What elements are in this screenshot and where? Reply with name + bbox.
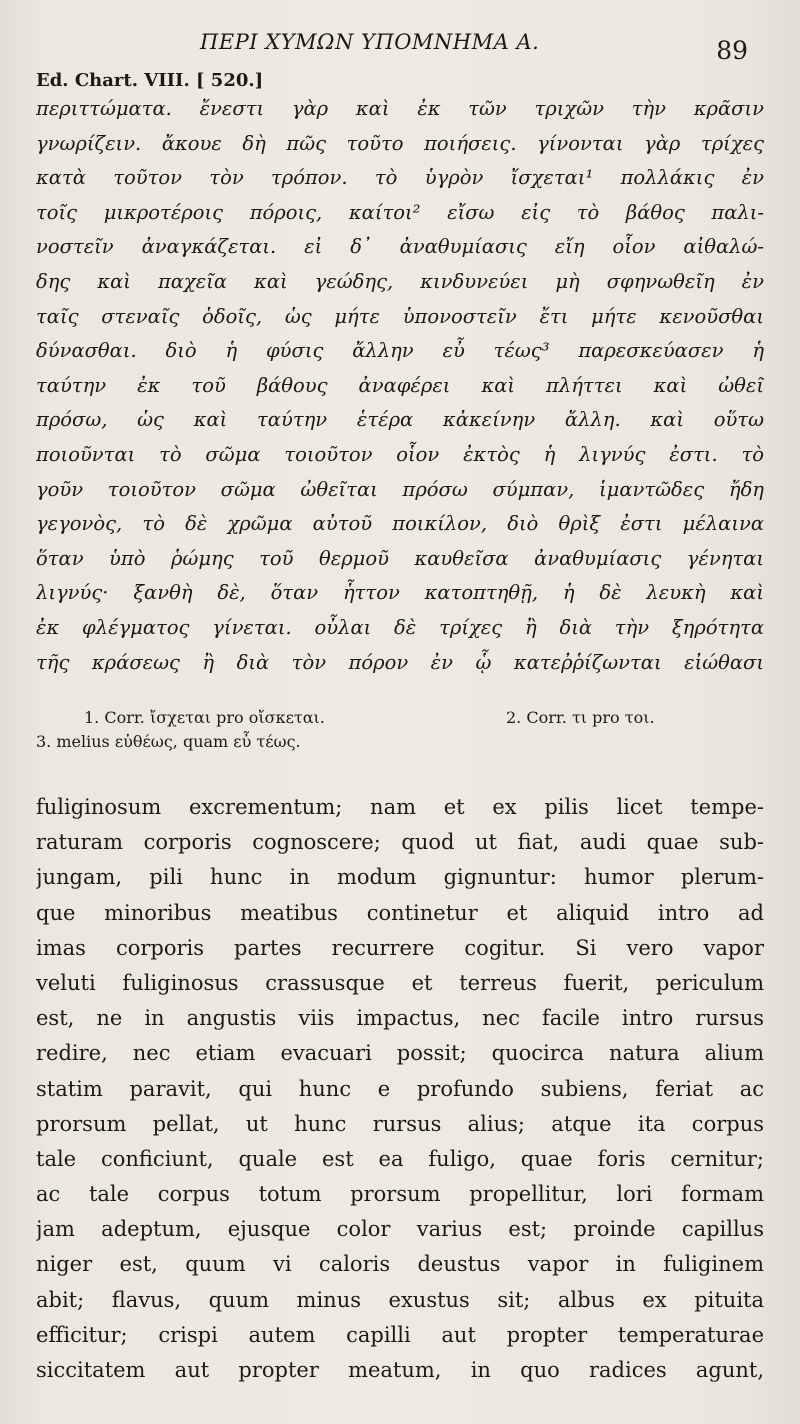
latin-line: statim paravit, qui hunc e profundo subiens, feriat ac <box>36 1076 764 1101</box>
greek-line: δύνασθαι. διὸ ἡ φύσις ἄλλην εὖ τέως³ παρεσκεύασεν ἡ <box>36 339 764 363</box>
latin-line: veluti fuliginosus crassusque et terreus fuerit, periculum <box>36 970 764 995</box>
greek-line: γεγονὸς, τὸ δὲ χρῶμα αὐτοῦ ποικίλον, διὸ θρὶξ ἐστι μέλαινα <box>36 512 764 536</box>
greek-line: ταύτην ἐκ τοῦ βάθους ἀναφέρει καὶ πλήττει καὶ ὠθεῖ <box>36 373 764 397</box>
edition-reference: Ed. Chart. VIII. [ 520.] <box>36 70 264 91</box>
running-title: ΠΕΡΙ ΧΥΜΩΝ ΥΠΟΜΝΗΜΑ Α. <box>200 30 540 54</box>
greek-line: κατὰ τοῦτον τὸν τρόπον. τὸ ὑγρὸν ἴσχεται¹ πολλάκις ἐν <box>36 166 764 190</box>
greek-line: τοῖς μικροτέροις πόροις, καίτοι² εἴσω εἰς τὸ βάθος παλι- <box>36 200 764 224</box>
greek-line: γνωρίζειν. ἄκουε δὴ πῶς τοῦτο ποιήσεις. γίνονται γὰρ τρίχες <box>36 131 764 155</box>
latin-line: que minoribus meatibus continetur et aliquid intro ad <box>36 900 764 925</box>
latin-line: redire, nec etiam evacuari possit; quocirca natura alium <box>36 1041 764 1066</box>
latin-line: jam adeptum, ejusque color varius est; proinde capillus <box>36 1217 764 1242</box>
greek-line: πρόσω, ὡς καὶ ταύτην ἑτέρα κἀκείνην ἄλλη. καὶ οὕτω <box>36 408 764 432</box>
page-number: 89 <box>716 36 748 65</box>
greek-line: νοστεῖν ἀναγκάζεται. εἰ δ᾽ ἀναθυμίασις εἴη οἷον αἰθαλώ- <box>36 235 764 259</box>
latin-line: prorsum pellat, ut hunc rursus alius; atque ita corpus <box>36 1111 764 1136</box>
footnote-row <box>36 730 764 754</box>
footnote-3: 3. melius εὐθέως, quam εὖ τέως. <box>36 732 301 751</box>
latin-line: raturam corporis cognoscere; quod ut fiat, audi quae sub- <box>36 830 764 855</box>
greek-line: περιττώματα. ἔνεστι γὰρ καὶ ἐκ τῶν τριχῶν τὴν κρᾶσιν <box>36 97 764 120</box>
greek-text-block <box>36 92 764 680</box>
latin-line: ac tale corpus totum prorsum propellitur, lori formam <box>36 1182 764 1207</box>
greek-line: τῆς κράσεως ἢ διὰ τὸν πόρον ἐν ᾧ κατεῤῥίζωνται εἰώθασι <box>36 650 764 674</box>
greek-line: ὅταν ὑπὸ ῥώμης τοῦ θερμοῦ καυθεῖσα ἀναθυμίασις γένηται <box>36 546 764 570</box>
latin-translation-block <box>36 790 764 1388</box>
greek-line: δης καὶ παχεῖα καὶ γεώδης, κινδυνεύει μὴ σφηνωθεῖη ἐν <box>36 269 764 293</box>
latin-line: tale conficiunt, quale est ea fuligo, quae foris cernitur; <box>36 1146 764 1171</box>
greek-line: ἐκ φλέγματος γίνεται. οὖλαι δὲ τρίχες ἢ διὰ τὴν ξηρότητα <box>36 615 764 639</box>
greek-line: ποιοῦνται τὸ σῶμα τοιοῦτον οἷον ἐκτὸς ἡ λιγνύς ἐστι. τὸ <box>36 442 764 466</box>
footnote-2: 2. Corr. τι pro τοι. <box>506 708 655 727</box>
latin-line: est, ne in angustis viis impactus, nec facile intro rursus <box>36 1006 764 1031</box>
page-header <box>0 30 800 65</box>
greek-line: γοῦν τοιοῦτον σῶμα ὠθεῖται πρόσω σύμπαν, ἱμαντῶδες ἤδη <box>36 477 764 501</box>
greek-line: ταῖς στεναῖς ὁδοῖς, ὡς μήτε ὑπονοστεῖν ἔτι μήτε κενοῦσθαι <box>36 304 764 328</box>
latin-line: abit; flavus, quum minus exustus sit; albus ex pituita <box>36 1287 764 1312</box>
latin-line: fuliginosum excrementum; nam et ex pilis licet tempe- <box>36 795 764 819</box>
latin-line: siccitatem aut propter meatum, in quo radices agunt, <box>36 1358 764 1382</box>
footnote-1: 1. Corr. ἴσχεται pro οἴσκεται. <box>84 708 325 727</box>
footnotes <box>36 706 764 754</box>
latin-line: efficitur; crispi autem capilli aut propter temperaturae <box>36 1322 764 1347</box>
footnote-row <box>36 706 764 730</box>
latin-line: niger est, quum vi caloris deustus vapor in fuliginem <box>36 1252 764 1277</box>
latin-line: imas corporis partes recurrere cogitur. Si vero vapor <box>36 935 764 960</box>
greek-line: λιγνύς· ξανθὴ δὲ, ὅταν ἧττον κατοπτηθῇ, ἡ δὲ λευκὴ καὶ <box>36 581 764 605</box>
latin-line: jungam, pili hunc in modum gignuntur: humor plerum- <box>36 865 764 890</box>
